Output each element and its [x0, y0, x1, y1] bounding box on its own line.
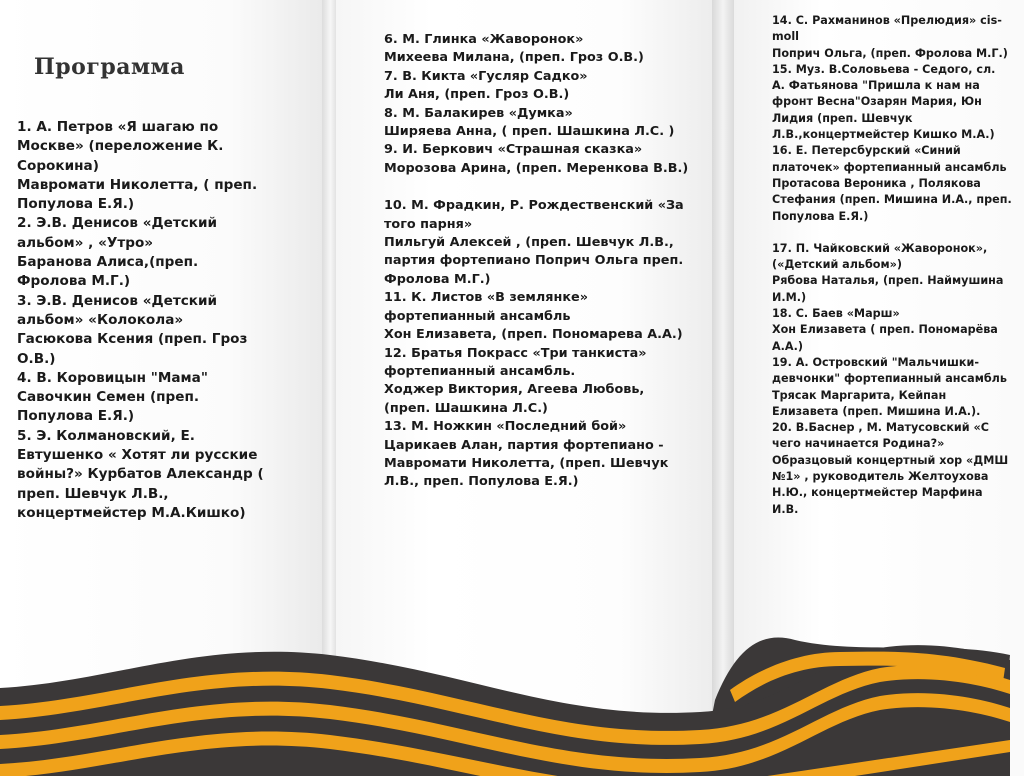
- program-line: 12. Братья Покрасс «Три танкиста» фортепианный ансамбль.: [384, 345, 647, 379]
- program-line: 11. К. Листов «В землянке» фортепианный ансамбль: [384, 290, 588, 324]
- program-line: Хон Елизавета ( преп. Пономарёва А.А.): [772, 323, 998, 353]
- program-line: Ли Аня, (преп. Гроз О.В.): [384, 87, 570, 103]
- program-line: 17. П. Чайковский «Жаворонок», («Детский альбом»): [772, 241, 988, 272]
- program-line: 4. В. Коровицын "Мама": [17, 369, 208, 386]
- program-line: 6. М. Глинка «Жаворонок»: [384, 32, 584, 47]
- program-line: 1. А. Петров «Я шагаю по Москве» (переложение К. Сорокина): [17, 119, 224, 174]
- program-line: 18. С. Баев «Марш»: [772, 307, 900, 321]
- program-line: 8. М. Балакирев «Думка»: [384, 105, 573, 121]
- program-line: Ходжер Виктория, Агеева Любовь, (преп. Шашкина Л.С.): [384, 382, 645, 416]
- section-spacer: [772, 225, 1012, 241]
- program-column-2: [384, 31, 689, 492]
- program-title: Программа: [34, 54, 185, 80]
- program-line: Протасова Вероника , Полякова Стефания (преп. Мишина И.А., преп. Популова Е.Я.): [772, 176, 1012, 223]
- section-spacer: [384, 178, 689, 197]
- program-line: 10. М. Фрадкин, Р. Рождественский «За того парня»: [384, 198, 684, 232]
- program-line: Михеева Милана, (преп. Гроз О.В.): [384, 50, 644, 66]
- program-line: 5. Э. Колмановский, Е. Евтушенко « Хотят ли русские войны?» Курбатов Александр ( преп. Шевчук Л.В., концертмейстер М.А.Кишко): [17, 427, 264, 521]
- program-line: 2. Э.В. Денисов «Детский альбом» , «Утро»: [17, 215, 218, 251]
- program-column-3: [772, 13, 1012, 518]
- program-line: 14. С. Рахманинов «Прелюдия» cis-moll: [772, 14, 1002, 44]
- program-line: 7. В. Кикта «Гусляр Садко»: [384, 68, 588, 84]
- program-line: Гасюкова Ксения (преп. Гроз О.В.): [17, 331, 248, 367]
- brochure-fold-right: [712, 0, 734, 776]
- brochure-fold-left: [322, 0, 336, 776]
- program-line: 20. В.Баснер , М. Матусовский «С чего начинается Родина?» Образцовый концертный хор «ДМШ №1» , руководитель Желтоухова Н.Ю., концертмейстер Марфина И.В.: [772, 421, 1009, 516]
- program-line: 9. И. Беркович «Страшная сказка»: [384, 142, 643, 158]
- program-line: 3. Э.В. Денисов «Детский альбом» «Колокола»: [17, 292, 218, 328]
- program-column-1: [17, 118, 267, 523]
- program-line: 15. Муз. В.Соловьева - Седогo, сл. А. Фатьянова "Пришла к нам на фронт Весна"Озарян Мария, Юн Лидия (преп. Шевчук Л.В.,концертмейстер Кишко М.А.): [772, 62, 996, 142]
- program-line: Мавромати Николетта, ( преп. Популова Е.Я.): [17, 176, 258, 213]
- program-line: Пильгуй Алексей , (преп. Шевчук Л.В., партия фортепиано Поприч Ольга преп. Фролова М.Г.): [384, 235, 684, 287]
- program-line: Хон Елизавета, (преп. Пономарева А.А.): [384, 327, 683, 343]
- program-line: Царикаев Алан, партия фортепиано - Мавромати Николетта, (преп. Шевчук Л.В., преп. Популова Е.Я.): [384, 437, 669, 490]
- program-line: Савочкин Семен (преп. Популова Е.Я.): [17, 389, 200, 425]
- program-line: 19. А. Островский "Мальчишки-девчонки" фортепианный ансамбль: [772, 355, 1007, 386]
- program-line: Баранова Алиса,(преп. Фролова М.Г.): [17, 254, 199, 290]
- program-line: 16. Е. Петерсбурский «Синий платочек» фортепианный ансамбль: [772, 144, 1007, 174]
- program-line: Поприч Ольга, (преп. Фролова М.Г.): [772, 46, 1008, 60]
- program-line: Рябова Наталья, (преп. Наймушина И.М.): [772, 274, 1004, 304]
- program-line: 13. М. Ножкин «Последний бой»: [384, 419, 627, 435]
- program-line: Трясак Маргарита, Кейпан Елизавета (преп. Мишина И.А.).: [772, 388, 981, 418]
- program-line: Ширяева Анна, ( преп. Шашкина Л.С. ): [384, 124, 675, 140]
- program-line: Морозова Арина, (преп. Меренкова В.В.): [384, 160, 689, 176]
